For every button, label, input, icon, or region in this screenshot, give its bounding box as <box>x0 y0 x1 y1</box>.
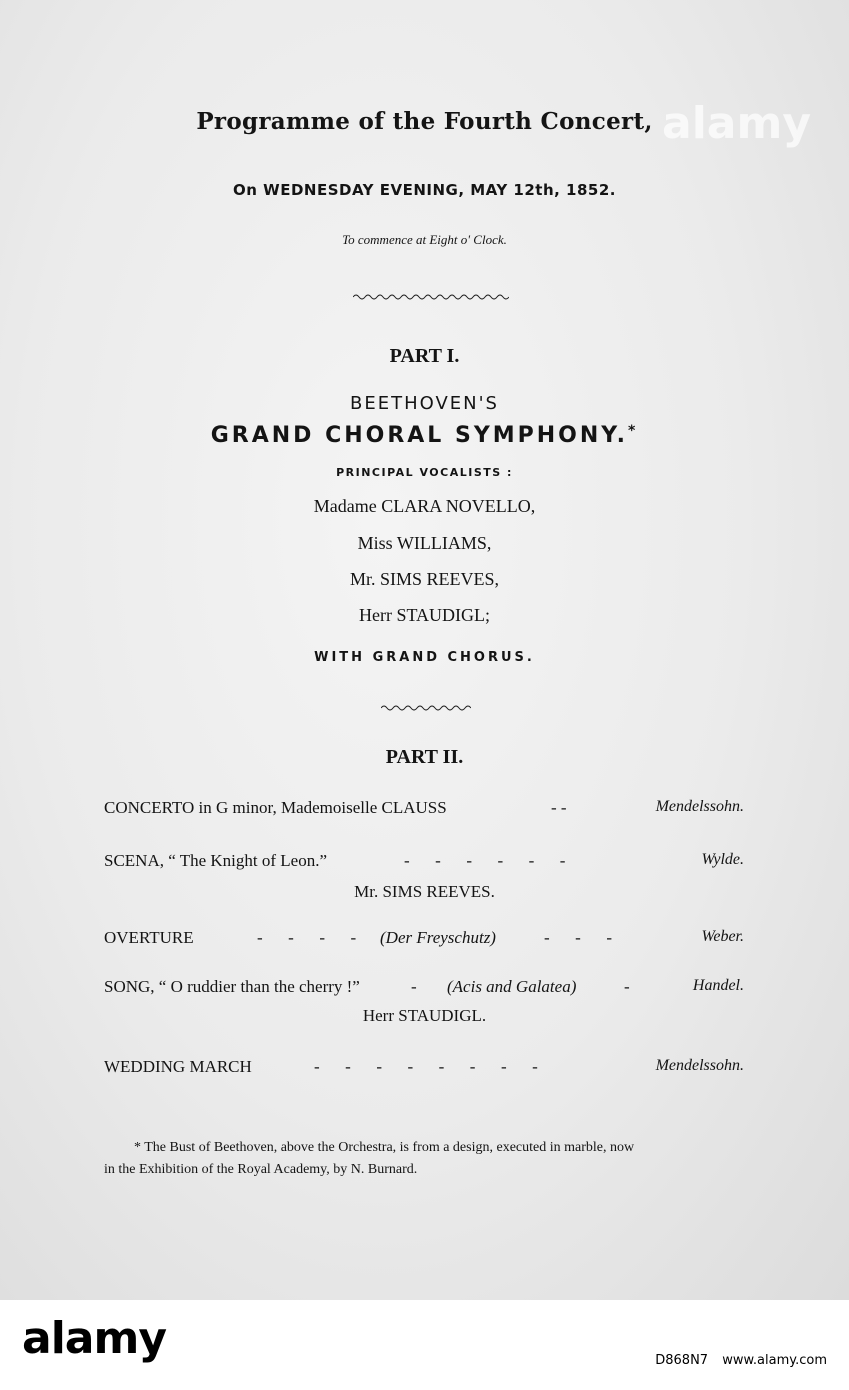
item-performer: Herr STAUDIGL. <box>362 1006 487 1025</box>
concert-date: WEDNESDAY EVENING, MAY 12th, 1852. <box>263 181 617 199</box>
leader-dashes: - - <box>551 798 567 817</box>
chorus-line: WITH GRAND CHORUS. <box>314 650 535 665</box>
footnote-line: in the Exhibition of the Royal Academy, by N. Burnard. <box>104 1162 418 1177</box>
vocalist: Miss WILLIAMS, <box>357 533 492 553</box>
item-composer: Handel. <box>692 977 744 994</box>
composer-name: BEETHOVEN'S <box>349 393 499 414</box>
leader-dashes: - - - - <box>257 928 357 947</box>
programme-item <box>104 977 744 1001</box>
footnote <box>104 1137 754 1181</box>
item-composer: Mendelssohn. <box>655 798 744 815</box>
vocalist: Madame CLARA NOVELLO, <box>313 496 536 516</box>
leader-dashes: - <box>411 977 417 996</box>
item-title: SONG, “ O ruddier than the cherry !” <box>104 977 360 996</box>
programme-title: Programme of the Fourth Concert, <box>196 108 653 135</box>
symphony-title <box>0 423 849 448</box>
date-on: On <box>232 181 258 199</box>
footnote-marker: * <box>627 423 639 439</box>
concert-date-line <box>0 181 849 199</box>
ornamental-divider <box>381 703 471 713</box>
item-title: CONCERTO in G minor, Mademoiselle CLAUSS <box>104 798 447 817</box>
item-title: OVERTURE <box>104 928 194 947</box>
part-two-heading: PART II. <box>385 746 464 768</box>
leader-dashes: - - - <box>544 928 612 947</box>
item-performer: Mr. SIMS REEVES. <box>354 882 495 901</box>
item-composer: Mendelssohn. <box>655 1057 744 1074</box>
footnote-line: * The Bust of Beethoven, above the Orchestra, is from a design, executed in marble, now <box>134 1140 635 1155</box>
start-time: To commence at Eight o' Clock. <box>342 232 507 247</box>
programme-item <box>104 928 744 952</box>
watermark-logo-top: alamy <box>662 98 811 149</box>
alamy-logo: alamy <box>22 1313 166 1364</box>
item-composer: Wylde. <box>701 851 744 868</box>
leader-dashes: - - - - - - <box>404 851 566 870</box>
programme-item <box>104 851 744 875</box>
programme-item <box>104 798 744 822</box>
item-work: (Acis and Galatea) <box>447 977 577 996</box>
part-one-heading: PART I. <box>389 345 460 367</box>
symphony-title-text: GRAND CHORAL SYMPHONY. <box>210 423 628 448</box>
programme-item <box>104 1057 744 1081</box>
item-composer: Weber. <box>701 928 744 945</box>
image-id: D868N7 <box>655 1353 709 1368</box>
image-id-block <box>655 1353 827 1368</box>
leader-dashes: - - - - - - - - <box>314 1057 538 1076</box>
leader-dashes: - <box>624 977 630 996</box>
vocalist: Mr. SIMS REEVES, <box>349 569 500 589</box>
item-work: (Der Freyschutz) <box>380 928 496 947</box>
ornamental-divider <box>353 292 509 302</box>
item-title: SCENA, “ The Knight of Leon.” <box>104 851 328 870</box>
vocalists-heading: PRINCIPAL VOCALISTS : <box>336 466 513 479</box>
vocalist: Herr STAUDIGL; <box>358 605 491 625</box>
item-title: WEDDING MARCH <box>104 1057 252 1076</box>
site-url: www.alamy.com <box>722 1353 827 1368</box>
